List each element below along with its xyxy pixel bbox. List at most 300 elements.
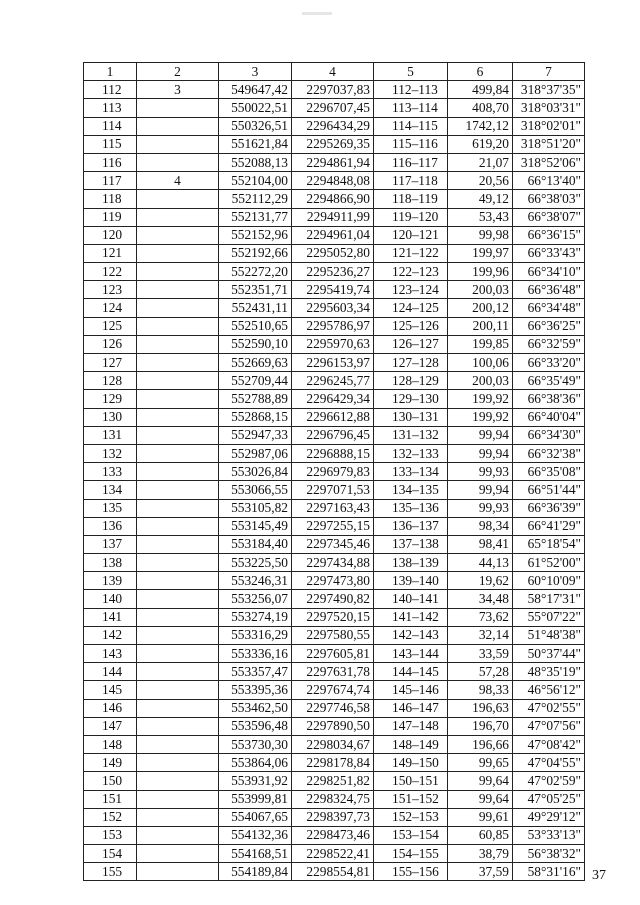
table-row: [84, 444, 585, 462]
table-cell: 200,12: [448, 299, 513, 317]
table-cell: 66°41'29": [513, 517, 585, 535]
table-cell: 153–154: [374, 826, 448, 844]
table-cell: [137, 408, 219, 426]
table-cell: 553462,50: [219, 699, 292, 717]
table-cell: 66°36'15": [513, 226, 585, 244]
table-cell: 154–155: [374, 845, 448, 863]
table-cell: 66°40'04": [513, 408, 585, 426]
table-row: [84, 535, 585, 553]
table-cell: 113–114: [374, 99, 448, 117]
table-cell: 55°07'22": [513, 608, 585, 626]
table-cell: 49,12: [448, 190, 513, 208]
table-row: [84, 863, 585, 881]
table-cell: 34,48: [448, 590, 513, 608]
table-cell: 137–138: [374, 535, 448, 553]
table-cell: 140: [84, 590, 137, 608]
header-cell: 1: [84, 63, 137, 81]
table-cell: 553066,55: [219, 481, 292, 499]
table-cell: 318°37'35": [513, 81, 585, 99]
table-cell: 129: [84, 390, 137, 408]
table-cell: 53°33'13": [513, 826, 585, 844]
table-cell: 554067,65: [219, 808, 292, 826]
table-cell: 48°35'19": [513, 663, 585, 681]
table-row: [84, 626, 585, 644]
table-cell: 553225,50: [219, 554, 292, 572]
table-cell: [137, 481, 219, 499]
table-cell: 2296707,45: [292, 99, 374, 117]
table-cell: 114: [84, 117, 137, 135]
table-cell: 141: [84, 608, 137, 626]
table-cell: 552709,44: [219, 372, 292, 390]
table-cell: 121: [84, 244, 137, 262]
table-cell: 2295970,63: [292, 335, 374, 353]
table-cell: 2296434,29: [292, 117, 374, 135]
table-cell: [137, 645, 219, 663]
table-cell: 66°35'08": [513, 463, 585, 481]
table-cell: 550326,51: [219, 117, 292, 135]
table-cell: 66°36'39": [513, 499, 585, 517]
table-cell: 66°35'49": [513, 372, 585, 390]
table-cell: 117: [84, 172, 137, 190]
table-cell: 47°08'42": [513, 735, 585, 753]
table-cell: [137, 754, 219, 772]
table-cell: 2297255,15: [292, 517, 374, 535]
coordinates-table: [83, 62, 585, 881]
table-cell: [137, 354, 219, 372]
table-cell: 113: [84, 99, 137, 117]
table-cell: 1742,12: [448, 117, 513, 135]
table-cell: [137, 590, 219, 608]
table-cell: 552947,33: [219, 426, 292, 444]
table-cell: 318°51'20": [513, 135, 585, 153]
table-cell: 47°07'56": [513, 717, 585, 735]
table-cell: 66°34'30": [513, 426, 585, 444]
table-cell: 120–121: [374, 226, 448, 244]
table-cell: 20,56: [448, 172, 513, 190]
table-cell: 66°51'44": [513, 481, 585, 499]
table-cell: 99,94: [448, 444, 513, 462]
table-cell: 122: [84, 263, 137, 281]
table-cell: 552987,06: [219, 444, 292, 462]
table-cell: 147: [84, 717, 137, 735]
table-row: [84, 481, 585, 499]
table-row: [84, 354, 585, 372]
table-cell: 49°29'12": [513, 808, 585, 826]
table-cell: 140–141: [374, 590, 448, 608]
table-cell: 146–147: [374, 699, 448, 717]
table-cell: [137, 426, 219, 444]
table-cell: 138: [84, 554, 137, 572]
table-cell: 2297037,83: [292, 81, 374, 99]
table-cell: 2297490,82: [292, 590, 374, 608]
table-cell: 121–122: [374, 244, 448, 262]
table-cell: 38,79: [448, 845, 513, 863]
table-cell: 2297746,58: [292, 699, 374, 717]
table-cell: 98,41: [448, 535, 513, 553]
table-cell: 552112,29: [219, 190, 292, 208]
table-cell: 115: [84, 135, 137, 153]
table-cell: [137, 499, 219, 517]
table-cell: [137, 99, 219, 117]
table-cell: [137, 372, 219, 390]
table-cell: 551621,84: [219, 135, 292, 153]
header-cell: 7: [513, 63, 585, 81]
table-cell: 112: [84, 81, 137, 99]
table-row: [84, 426, 585, 444]
table-row: [84, 153, 585, 171]
table-cell: 2295052,80: [292, 244, 374, 262]
table-cell: 153: [84, 826, 137, 844]
table-cell: [137, 554, 219, 572]
table-cell: 553336,16: [219, 645, 292, 663]
table-cell: 2297580,55: [292, 626, 374, 644]
table-cell: 2294961,04: [292, 226, 374, 244]
table-cell: 2298324,75: [292, 790, 374, 808]
table-cell: 99,64: [448, 790, 513, 808]
table-cell: 66°38'03": [513, 190, 585, 208]
table-cell: 58°31'16": [513, 863, 585, 881]
table-cell: 66°32'38": [513, 444, 585, 462]
table-cell: 553316,29: [219, 626, 292, 644]
table-cell: 4: [137, 172, 219, 190]
table-cell: 19,62: [448, 572, 513, 590]
table-cell: 554132,36: [219, 826, 292, 844]
table-cell: 408,70: [448, 99, 513, 117]
table-cell: 129–130: [374, 390, 448, 408]
table-cell: 123–124: [374, 281, 448, 299]
table-row: [84, 372, 585, 390]
table-cell: 99,93: [448, 499, 513, 517]
header-cell: 3: [219, 63, 292, 81]
table-cell: 21,07: [448, 153, 513, 171]
table-cell: 138–139: [374, 554, 448, 572]
table-cell: 552510,65: [219, 317, 292, 335]
table-row: [84, 590, 585, 608]
table-cell: 553274,19: [219, 608, 292, 626]
table-cell: 122–123: [374, 263, 448, 281]
table-cell: [137, 572, 219, 590]
table-cell: 124: [84, 299, 137, 317]
table-row: [84, 826, 585, 844]
table-cell: 66°33'20": [513, 354, 585, 372]
table-cell: [137, 826, 219, 844]
table-cell: 120: [84, 226, 137, 244]
table-cell: 2296612,88: [292, 408, 374, 426]
table-cell: 2295603,34: [292, 299, 374, 317]
table-cell: 135–136: [374, 499, 448, 517]
table-cell: 47°02'55": [513, 699, 585, 717]
scan-mark: [302, 12, 332, 15]
table-cell: 130–131: [374, 408, 448, 426]
table-cell: 126: [84, 335, 137, 353]
table-cell: 114–115: [374, 117, 448, 135]
table-cell: 553184,40: [219, 535, 292, 553]
table-row: [84, 681, 585, 699]
table-cell: 65°18'54": [513, 535, 585, 553]
table-row: [84, 808, 585, 826]
table-cell: 118: [84, 190, 137, 208]
table-cell: 2297345,46: [292, 535, 374, 553]
table-row: [84, 190, 585, 208]
table-row: [84, 335, 585, 353]
table-cell: 46°56'12": [513, 681, 585, 699]
table-row: [84, 117, 585, 135]
table-cell: 553931,92: [219, 772, 292, 790]
table-row: [84, 645, 585, 663]
table-cell: 196,70: [448, 717, 513, 735]
table-row: [84, 699, 585, 717]
table-cell: 553026,84: [219, 463, 292, 481]
table-cell: [137, 244, 219, 262]
table-cell: 99,94: [448, 481, 513, 499]
table-cell: 2296245,77: [292, 372, 374, 390]
table-cell: 2298178,84: [292, 754, 374, 772]
table-cell: 2297631,78: [292, 663, 374, 681]
table-cell: 145: [84, 681, 137, 699]
table-cell: 155–156: [374, 863, 448, 881]
table-cell: 66°33'43": [513, 244, 585, 262]
table-cell: 151: [84, 790, 137, 808]
table-cell: 2296429,34: [292, 390, 374, 408]
table-cell: 136–137: [374, 517, 448, 535]
table-row: [84, 663, 585, 681]
table-cell: 58°17'31": [513, 590, 585, 608]
table-cell: 47°02'59": [513, 772, 585, 790]
table-cell: 44,13: [448, 554, 513, 572]
table-row: [84, 735, 585, 753]
table-cell: 125: [84, 317, 137, 335]
table-cell: 126–127: [374, 335, 448, 353]
table-cell: 115–116: [374, 135, 448, 153]
table-cell: 2297434,88: [292, 554, 374, 572]
table-cell: 99,61: [448, 808, 513, 826]
table-cell: 2296979,83: [292, 463, 374, 481]
table-cell: 123: [84, 281, 137, 299]
table-cell: [137, 190, 219, 208]
table-cell: 196,63: [448, 699, 513, 717]
table-row: [84, 554, 585, 572]
table-cell: [137, 845, 219, 863]
table-cell: 2298554,81: [292, 863, 374, 881]
table-cell: 552152,96: [219, 226, 292, 244]
table-cell: [137, 153, 219, 171]
table-cell: 199,85: [448, 335, 513, 353]
table-cell: [137, 135, 219, 153]
table-row: [84, 717, 585, 735]
table-row: [84, 317, 585, 335]
table-cell: [137, 681, 219, 699]
table-cell: 552788,89: [219, 390, 292, 408]
table-cell: 553999,81: [219, 790, 292, 808]
table-cell: 152–153: [374, 808, 448, 826]
table-cell: 124–125: [374, 299, 448, 317]
table-cell: 47°04'55": [513, 754, 585, 772]
table-cell: 549647,42: [219, 81, 292, 99]
table-cell: 117–118: [374, 172, 448, 190]
table-row: [84, 845, 585, 863]
table-cell: 139: [84, 572, 137, 590]
table-cell: 145–146: [374, 681, 448, 699]
table-cell: 2294861,94: [292, 153, 374, 171]
table-cell: 553145,49: [219, 517, 292, 535]
table-cell: 136: [84, 517, 137, 535]
table-cell: 553730,30: [219, 735, 292, 753]
table-cell: [137, 208, 219, 226]
table-row: [84, 263, 585, 281]
table-cell: 199,92: [448, 408, 513, 426]
table-cell: 552104,00: [219, 172, 292, 190]
table-cell: 119–120: [374, 208, 448, 226]
table-cell: [137, 263, 219, 281]
table-cell: 2298522,41: [292, 845, 374, 863]
table-row: [84, 572, 585, 590]
table-cell: 552272,20: [219, 263, 292, 281]
table-cell: 2297605,81: [292, 645, 374, 663]
table-cell: 552669,63: [219, 354, 292, 372]
table-cell: 318°03'31": [513, 99, 585, 117]
table-cell: 196,66: [448, 735, 513, 753]
table-cell: 318°02'01": [513, 117, 585, 135]
table-row: [84, 390, 585, 408]
table-cell: 61°52'00": [513, 554, 585, 572]
table-cell: 151–152: [374, 790, 448, 808]
header-cell: 6: [448, 63, 513, 81]
table-cell: 554168,51: [219, 845, 292, 863]
table-row: [84, 99, 585, 117]
table-cell: 553256,07: [219, 590, 292, 608]
table-cell: 128: [84, 372, 137, 390]
table-cell: 154: [84, 845, 137, 863]
table-cell: 552431,11: [219, 299, 292, 317]
table-cell: 155: [84, 863, 137, 881]
table-row: [84, 208, 585, 226]
table-cell: 33,59: [448, 645, 513, 663]
table-row: [84, 408, 585, 426]
table-cell: 318°52'06": [513, 153, 585, 171]
table-cell: 99,64: [448, 772, 513, 790]
table-cell: 553105,82: [219, 499, 292, 517]
table-cell: 2295236,27: [292, 263, 374, 281]
table-row: [84, 135, 585, 153]
table-row: [84, 790, 585, 808]
table-cell: 128–129: [374, 372, 448, 390]
table-cell: 98,33: [448, 681, 513, 699]
table-cell: 2294911,99: [292, 208, 374, 226]
table-cell: 139–140: [374, 572, 448, 590]
table-cell: 66°38'07": [513, 208, 585, 226]
table-cell: 554189,84: [219, 863, 292, 881]
header-row: [84, 63, 585, 81]
table-cell: 32,14: [448, 626, 513, 644]
table-row: [84, 226, 585, 244]
table-cell: 130: [84, 408, 137, 426]
table-cell: 2297890,50: [292, 717, 374, 735]
table-cell: 66°38'36": [513, 390, 585, 408]
table-cell: [137, 717, 219, 735]
header-cell: 2: [137, 63, 219, 81]
page-number: 37: [592, 868, 606, 883]
table-cell: 2297520,15: [292, 608, 374, 626]
table-cell: 553395,36: [219, 681, 292, 699]
table-cell: 132–133: [374, 444, 448, 462]
table-cell: 552351,71: [219, 281, 292, 299]
table-cell: [137, 463, 219, 481]
table-row: [84, 754, 585, 772]
table-cell: 134: [84, 481, 137, 499]
table-cell: [137, 535, 219, 553]
table-cell: 56°38'32": [513, 845, 585, 863]
table-cell: 499,84: [448, 81, 513, 99]
table-cell: 149: [84, 754, 137, 772]
table-cell: [137, 335, 219, 353]
table-cell: 66°36'48": [513, 281, 585, 299]
table-cell: 553357,47: [219, 663, 292, 681]
table-cell: 99,65: [448, 754, 513, 772]
table-cell: [137, 863, 219, 881]
table-row: [84, 463, 585, 481]
table-cell: 132: [84, 444, 137, 462]
table-cell: 150: [84, 772, 137, 790]
table-row: [84, 172, 585, 190]
table-cell: [137, 790, 219, 808]
table-cell: 37,59: [448, 863, 513, 881]
table-cell: 2295786,97: [292, 317, 374, 335]
table-cell: 553864,06: [219, 754, 292, 772]
table-cell: 133–134: [374, 463, 448, 481]
table-cell: 149–150: [374, 754, 448, 772]
table-cell: [137, 626, 219, 644]
table-cell: 2296888,15: [292, 444, 374, 462]
table-cell: 2295269,35: [292, 135, 374, 153]
table-cell: 2298034,67: [292, 735, 374, 753]
table-cell: 619,20: [448, 135, 513, 153]
table-cell: 66°34'10": [513, 263, 585, 281]
table-cell: 98,34: [448, 517, 513, 535]
table-cell: 66°36'25": [513, 317, 585, 335]
table-cell: 2298397,73: [292, 808, 374, 826]
table-cell: 200,03: [448, 281, 513, 299]
table-cell: 131: [84, 426, 137, 444]
table-cell: 53,43: [448, 208, 513, 226]
table-cell: 2297163,43: [292, 499, 374, 517]
table-cell: 60°10'09": [513, 572, 585, 590]
table-cell: 131–132: [374, 426, 448, 444]
table-cell: 141–142: [374, 608, 448, 626]
table-cell: 137: [84, 535, 137, 553]
table-cell: 2297071,53: [292, 481, 374, 499]
table-cell: 199,92: [448, 390, 513, 408]
table-cell: 100,06: [448, 354, 513, 372]
table-cell: 144: [84, 663, 137, 681]
table-cell: 152: [84, 808, 137, 826]
table-cell: 99,94: [448, 426, 513, 444]
table-cell: [137, 608, 219, 626]
table-cell: 142–143: [374, 626, 448, 644]
table-cell: 2294848,08: [292, 172, 374, 190]
table-cell: 147–148: [374, 717, 448, 735]
table-cell: 135: [84, 499, 137, 517]
table-cell: 2296796,45: [292, 426, 374, 444]
table-cell: 60,85: [448, 826, 513, 844]
table-cell: 553596,48: [219, 717, 292, 735]
table-row: [84, 244, 585, 262]
table-cell: 116: [84, 153, 137, 171]
table-cell: 143: [84, 645, 137, 663]
table-cell: 148: [84, 735, 137, 753]
table-cell: 127–128: [374, 354, 448, 372]
table-cell: 66°32'59": [513, 335, 585, 353]
table-cell: 2297473,80: [292, 572, 374, 590]
